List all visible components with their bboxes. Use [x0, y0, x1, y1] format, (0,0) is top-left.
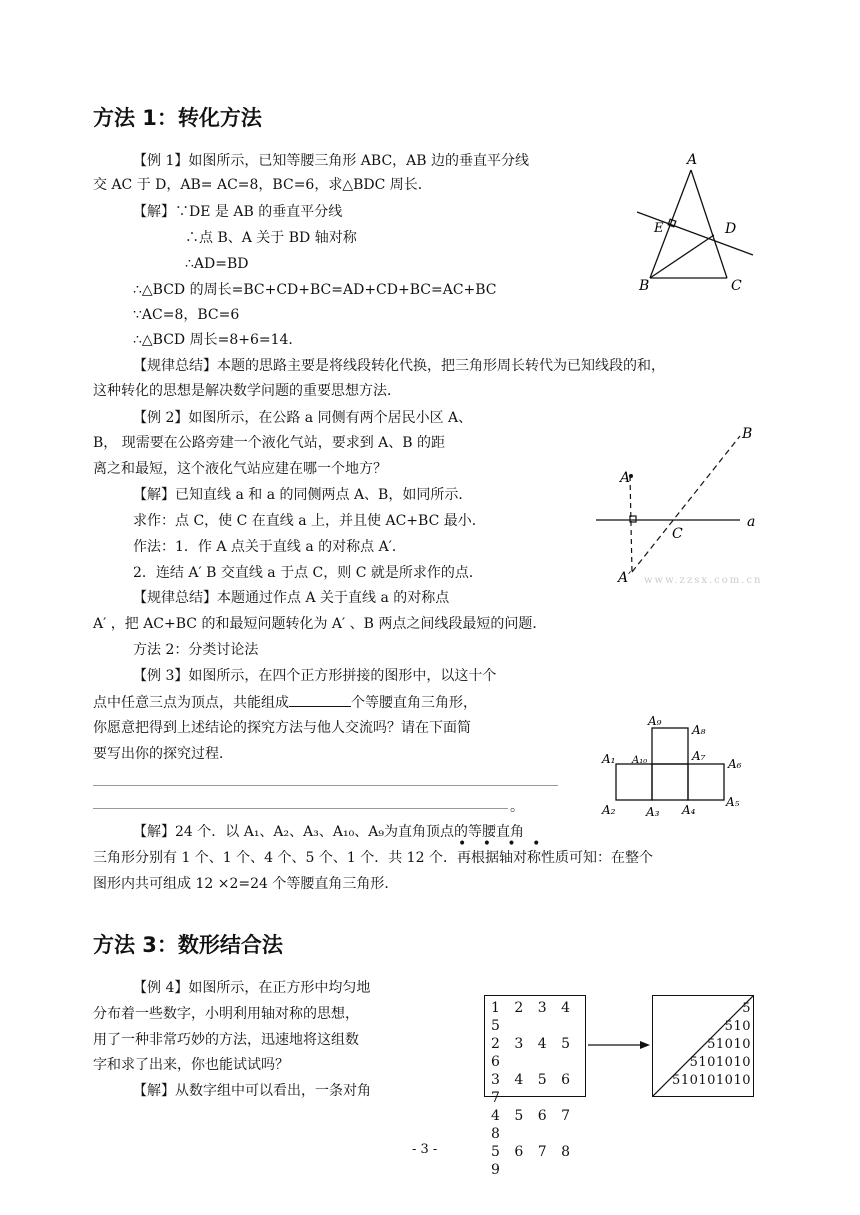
section-title-3: 方法 3：数形结合法 [93, 933, 283, 957]
text-line: ∴△BCD 周长=8+6=14． [133, 332, 303, 348]
label-a: a [747, 514, 756, 530]
text-line: 离之和最短，这个液化气站应建在哪一个地方？ [93, 461, 387, 477]
grid-row: 5 6 7 8 9 [491, 1144, 575, 1178]
label-A2: A₂ [602, 803, 616, 817]
grid-row: 4 5 6 7 8 [491, 1108, 575, 1142]
text-line: 【例 4】如图所示，在正方形中均匀地 [133, 980, 371, 996]
label-A3: A₃ [646, 805, 660, 819]
label-A7: A₇ [692, 749, 706, 763]
text-line: A′ ，把 AC+BC 的和最短问题转化为 A′ 、B 两点之间线段最短的问题． [93, 616, 547, 632]
label-A4: A₄ [682, 803, 696, 817]
label-D: D [725, 221, 737, 237]
label-A: A [687, 152, 698, 168]
number-grid-right [652, 995, 754, 1097]
grid-row-right: 51010 [707, 1037, 751, 1052]
label-C: C [672, 526, 683, 542]
text-line: 分布着一些数字，小明利用轴对称的思想， [93, 1006, 359, 1022]
text-line: ∴△BCD 的周长=BC+CD+BC=AD+CD+BC=AC+BC [133, 282, 497, 298]
grid-row-right: 5101010 [689, 1055, 751, 1070]
text-line: 图形内共可组成 12 ×2=24 个等腰直角三角形． [93, 876, 399, 892]
text-line: ∵AC=8，BC=6 [133, 307, 240, 323]
watermark: www.zzsx.com.cn [644, 575, 763, 586]
answer-blank[interactable] [289, 692, 351, 707]
squares-figure [598, 708, 758, 823]
text-line: 【例 2】如图所示，在公路 a 同侧有两个居民小区 A、 [133, 410, 473, 426]
label-A6: A₆ [728, 757, 742, 771]
triangle-figure [625, 150, 755, 295]
text-line: 这种转化的思想是解决数学问题的重要思想方法． [93, 383, 401, 399]
text-line: 【例 3】如图所示，在四个正方形拼接的图形中，以这十个 [133, 668, 497, 684]
text-line: 要写出你的探究过程． [93, 746, 233, 762]
text-line: 用了一种非常巧妙的方法，迅速地将这组数 [93, 1032, 359, 1048]
text-line: 2．连结 A′ B 交直线 a 于点 C，则 C 就是所求作的点． [133, 565, 483, 581]
text-line: ∴AD=BD [185, 256, 249, 272]
road-figure [592, 420, 772, 595]
section-title-1: 方法 1：转化方法 [93, 106, 262, 130]
grid-numbers-right [672, 1000, 751, 1090]
answer-end: 。 [510, 799, 524, 815]
grid-row: 2 3 4 5 6 [491, 1036, 575, 1070]
text-line: 你愿意把得到上述结论的探究方法与他人交流吗？请在下面简 [93, 720, 471, 736]
number-grid-left [484, 995, 586, 1178]
grid-numbers [485, 996, 585, 1182]
label-A-prime: A′ [618, 570, 632, 586]
text-line: 三角形分别有 1 个、1 个、4 个、5 个、1 个．共 12 个．再根据轴对称性质可知：在整个 [93, 850, 653, 866]
label-E: E [654, 221, 664, 236]
text-line: 【解】∵DE 是 AB 的垂直平分线 [133, 204, 343, 220]
text-line: 字和求了出来，你也能试试吗？ [93, 1057, 289, 1073]
text-line: B， 现需要在公路旁建一个液化气站，要求到 A、B 的距 [93, 435, 446, 451]
label-B: B [639, 278, 650, 294]
grid-row-right: 5 [742, 1001, 751, 1016]
text-line: 【例 1】如图所示，已知等腰三角形 ABC，AB 边的垂直平分线 [133, 153, 530, 169]
grid-row-right: 510101010 [672, 1073, 751, 1088]
text-line: 【解】24 个．以 A₁、A₂、A₃、A₁₀、A₉为直角顶点的等腰直角 [133, 824, 524, 840]
text-line: 作法：1．作 A 点关于直线 a 的对称点 A′． [133, 539, 406, 555]
grid-row: 1 2 3 4 5 [491, 1000, 575, 1034]
grid-row-right: 510 [724, 1019, 751, 1034]
label-B: B [742, 426, 753, 442]
ex3-suffix: 个等腰直角三角形， [351, 695, 477, 711]
label-C: C [731, 278, 742, 294]
emphasis-dots: • • • • [458, 836, 547, 852]
label-A8: A₈ [692, 723, 706, 737]
grid-row: 3 4 5 6 7 [491, 1072, 575, 1106]
text-line: 【解】从数字组中可以看出，一条对角 [133, 1083, 371, 1099]
text-line: 方法 2：分类讨论法 [133, 642, 259, 658]
text-line: 交 AC 于 D，AB= AC=8，BC=6，求△BDC 周长． [93, 177, 432, 193]
label-A9: A₉ [648, 714, 662, 728]
label-A10: A₁₀ [632, 755, 648, 766]
arrow-icon [586, 1038, 652, 1052]
answer-line[interactable] [93, 785, 558, 786]
text-line [93, 692, 477, 713]
page-number: - 3 - [412, 1142, 438, 1157]
ex3-prefix: 点中任意三点为顶点，共能组成 [93, 695, 289, 711]
label-A1: A₁ [602, 752, 616, 766]
text-line: ∴点 B、A 关于 BD 轴对称 [185, 230, 357, 246]
text-line: 【解】已知直线 a 和 a 的同侧两点 A、B，如同所示． [133, 487, 473, 503]
label-A: A [620, 470, 631, 486]
text-line: 求作：点 C，使 C 在直线 a 上，并且使 AC+BC 最小． [133, 513, 486, 529]
text-line: 【规律总结】本题的思路主要是将线段转化代换，把三角形周长转代为已知线段的和， [133, 358, 665, 374]
answer-line[interactable] [93, 808, 508, 809]
label-A5: A₅ [726, 795, 740, 809]
text-line: 【规律总结】本题通过作点 A 关于直线 a 的对称点 [133, 590, 450, 606]
